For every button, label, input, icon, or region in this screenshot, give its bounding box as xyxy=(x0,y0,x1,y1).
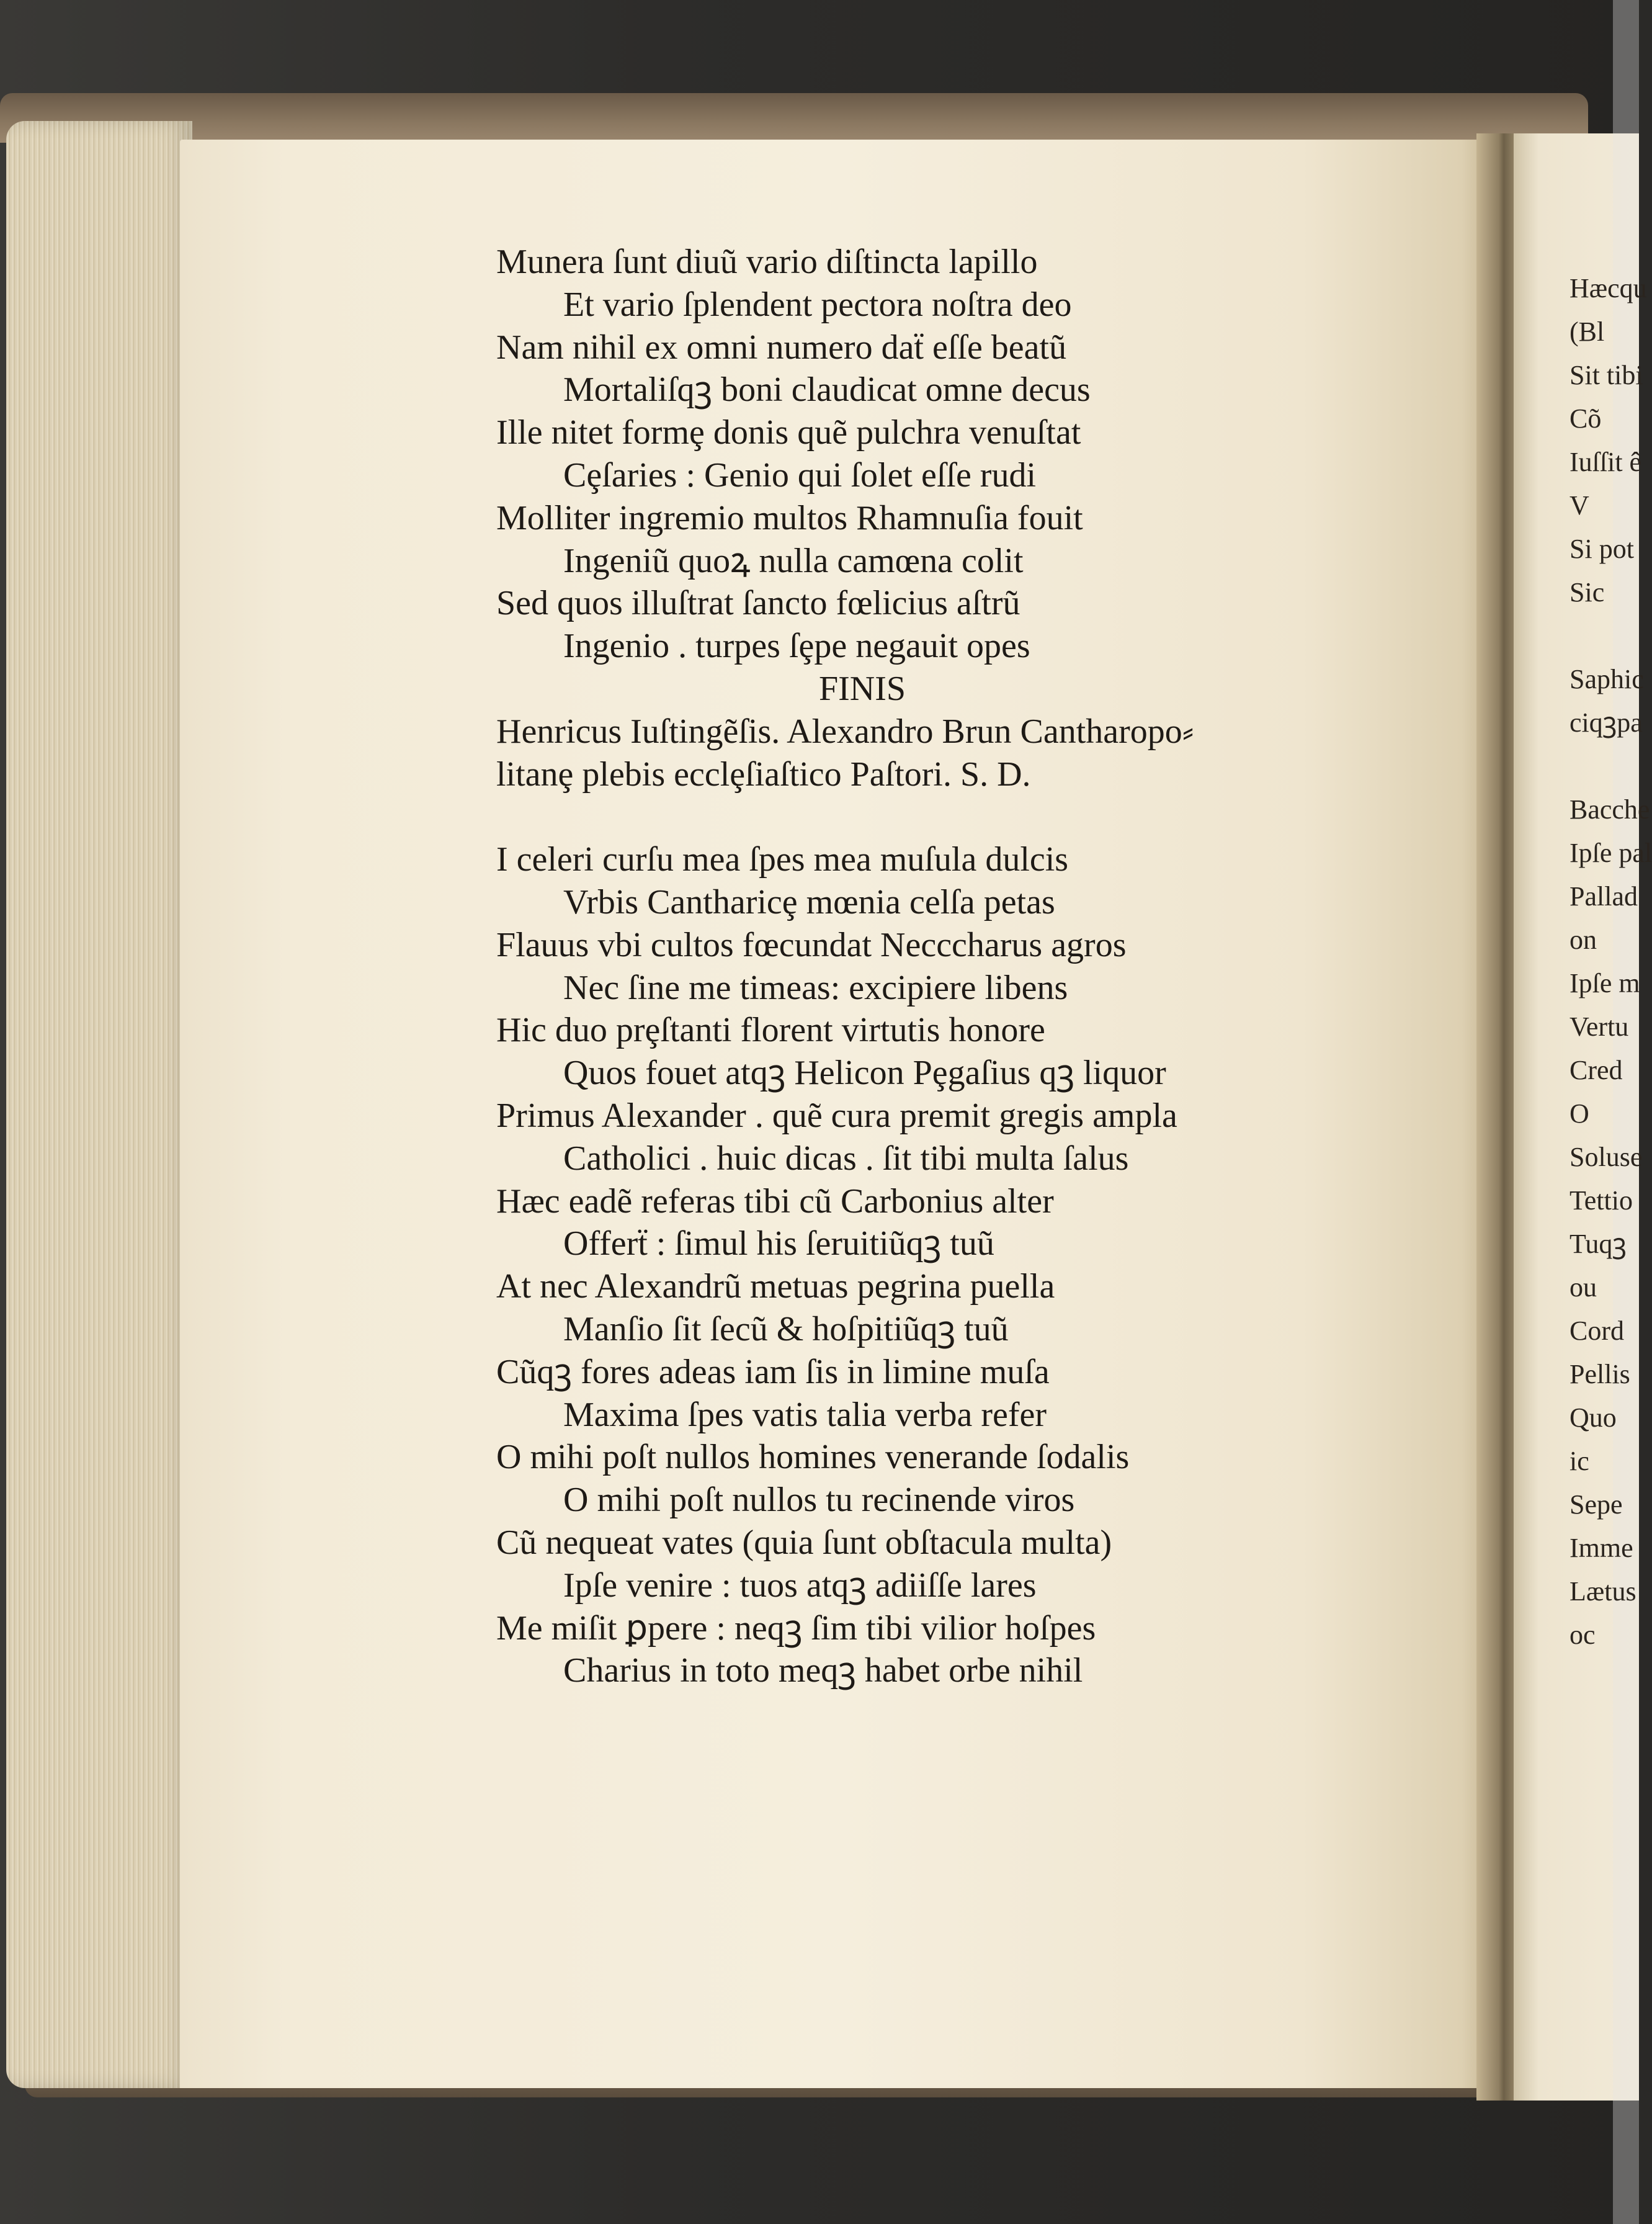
text-line: Ille nitet formȩ donis quẽ pulchra venuſtat xyxy=(496,413,1081,452)
right-page-line: Vertu xyxy=(1569,1011,1629,1042)
text-line: O mihi poſt nullos tu recinende viros xyxy=(563,1481,1075,1520)
text-line: Molliter ingremio multos Rhamnuſia fouit xyxy=(496,498,1083,537)
text-line: Cũqꝫ fores adeas iam ſis in limine muſa xyxy=(496,1352,1050,1391)
right-page-line: Tuqꝫ xyxy=(1569,1229,1627,1259)
right-page-line: Pellis xyxy=(1569,1359,1630,1389)
right-page-line: Pallad xyxy=(1569,881,1638,912)
right-page-text-fragment xyxy=(1569,267,1652,1657)
text-line: Nec ſine me timeas: excipiere libens xyxy=(563,968,1068,1007)
text-line: Cȩſaries : Genio qui ſolet eſſe rudi xyxy=(563,455,1037,495)
right-page-line: Ipſe m xyxy=(1569,968,1640,998)
book-cover-top-edge xyxy=(0,93,1588,143)
right-page-line: ic xyxy=(1569,1446,1589,1476)
stanza-gap xyxy=(496,796,1452,838)
text-line: Ingenio . turpes ſȩpe negauit opes xyxy=(563,627,1030,666)
right-page-line: Hæcqu xyxy=(1569,273,1647,303)
text-line: Flauus vbi cultos fœcundat Necccharus agros xyxy=(496,925,1127,964)
right-page-line: oc xyxy=(1569,1620,1596,1650)
right-page-line: Quo xyxy=(1569,1402,1617,1433)
text-line: Sed quos illuſtrat ſancto fœlicius aſtrũ xyxy=(496,584,1020,623)
page-block-edges xyxy=(6,121,192,2088)
right-page-line: on xyxy=(1569,925,1597,955)
text-line: Vrbis Cantharicȩ mœnia celſa petas xyxy=(563,882,1055,921)
text-line: O mihi poſt nullos homines venerande ſodalis xyxy=(496,1438,1130,1477)
text-line: Munera ſunt diuũ vario diſtincta lapillo xyxy=(496,243,1038,281)
right-page-line: Sepe xyxy=(1569,1489,1623,1520)
text-line: Cũ nequeat vates (quia ſunt obſtacula multa) xyxy=(496,1523,1112,1562)
right-page-line: Si pot xyxy=(1569,534,1634,564)
text-line: Hæc eadẽ referas tibi cũ Carbonius alter xyxy=(496,1182,1054,1221)
right-page-line: Iuſſit ê xyxy=(1569,447,1642,477)
right-page-line: Bacche xyxy=(1569,794,1650,825)
right-page-line: Cord xyxy=(1569,1316,1624,1346)
right-page-line: Sit tibi xyxy=(1569,360,1643,390)
right-page-line: V xyxy=(1569,490,1589,521)
text-line: Quos fouet atqꝫ Helicon Pȩgaſius qꝫ liquor xyxy=(563,1054,1166,1093)
right-page-line: ciqꝫpa xyxy=(1569,707,1643,738)
right-page-line: Cõ xyxy=(1569,403,1602,434)
right-page-line: (Bl xyxy=(1569,316,1605,347)
text-line: Hic duo prȩſtanti florent virtutis honore xyxy=(496,1011,1045,1050)
text-line: Ipſe venire : tuos atqꝫ adiiſſe lares xyxy=(563,1566,1037,1605)
right-page-line: Saphic xyxy=(1569,664,1644,694)
right-page-line: Sic xyxy=(1569,577,1605,608)
right-page-line: Tettio xyxy=(1569,1185,1633,1216)
text-line: Et vario ſplendent pectora noſtra deo xyxy=(563,285,1072,324)
text-line: Me miſit ꝑpere : neqꝫ ſim tibi vilior hoſpes xyxy=(496,1608,1096,1648)
text-line: Primus Alexander . quẽ cura premit gregis ampla xyxy=(496,1096,1177,1135)
text-line: Ingeniũ quoꝝ nulla camœna colit xyxy=(563,541,1024,580)
text-line: Mortaliſqꝫ boni claudicat omne decus xyxy=(563,370,1091,410)
right-page-line: Imme xyxy=(1569,1533,1633,1563)
text-line: Manſio ſit ſecũ & hoſpitiũqꝫ tuũ xyxy=(563,1309,1009,1348)
text-line: Nam nihil ex omni numero daẗ eſſe beatũ xyxy=(496,328,1067,367)
finis-heading: FINIS xyxy=(818,669,906,708)
text-line: Henricus Iuſtingẽſis. Alexandro Brun Cantharopo⸗ xyxy=(496,712,1194,751)
text-line: Maxima ſpes vatis talia verba refer xyxy=(563,1395,1047,1434)
text-line: I celeri curſu mea ſpes mea muſula dulcis xyxy=(496,840,1069,879)
left-page-text xyxy=(496,241,1452,1692)
right-page-line: O xyxy=(1569,1098,1589,1129)
text-line: At nec Alexandrũ metuas pegrina puella xyxy=(496,1267,1055,1306)
right-page-line: Ipſe pal xyxy=(1569,838,1652,868)
right-page-line xyxy=(1569,745,1639,788)
right-page-line xyxy=(1569,614,1639,658)
right-page-line: ou xyxy=(1569,1272,1597,1303)
text-line: Offerẗ : ſimul his ſeruitiũqꝫ tuũ xyxy=(563,1224,994,1263)
text-line: litanȩ plebis ecclȩſiaſtico Paſtori. S. D. xyxy=(496,755,1031,794)
right-page-line: Cred xyxy=(1569,1055,1623,1085)
right-page-line: Lætus xyxy=(1569,1576,1636,1607)
text-line: Charius in toto meqꝫ habet orbe nihil xyxy=(563,1651,1083,1690)
right-page-line: Soluse xyxy=(1569,1142,1643,1172)
text-line: Catholici . huic dicas . ſit tibi multa ſalus xyxy=(563,1139,1129,1178)
